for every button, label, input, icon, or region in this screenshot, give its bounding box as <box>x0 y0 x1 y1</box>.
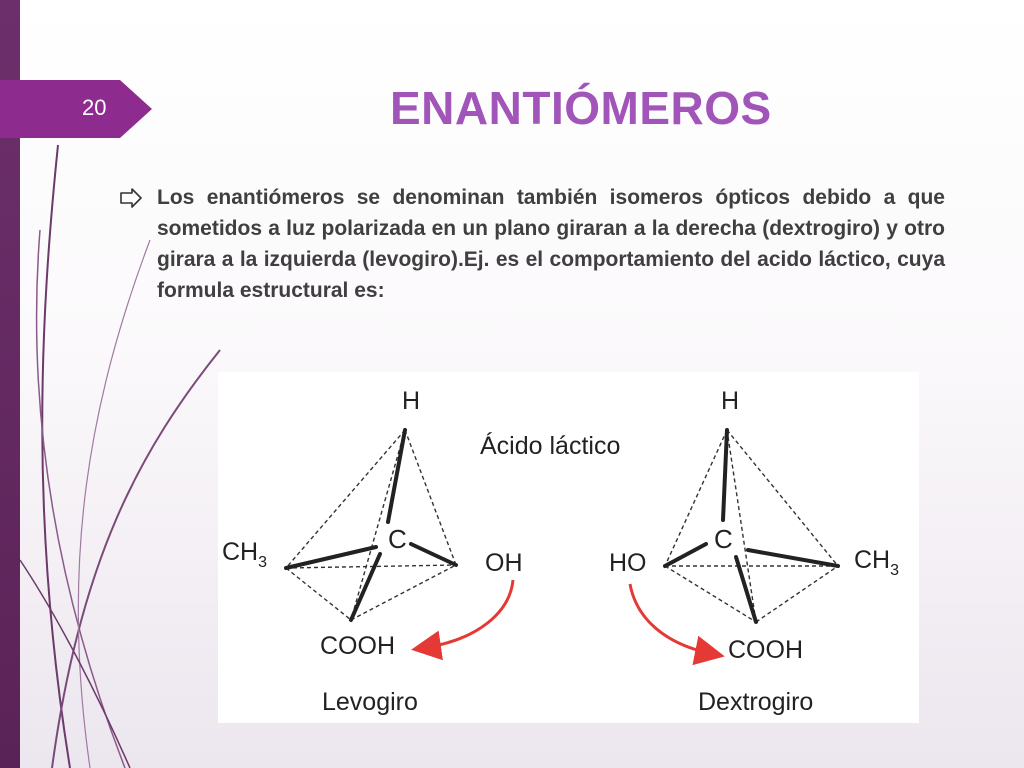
levogiro-label: Levogiro <box>322 688 418 716</box>
levogiro-cooh: COOH <box>320 632 395 660</box>
dextrogiro-ho: HO <box>609 549 647 577</box>
levogiro-molecule <box>222 387 523 716</box>
slide-title: ENANTIÓMEROS <box>390 82 772 134</box>
bullet-text: Los enantiómeros se denominan también isomeros ópticos debido a que sometidos a luz polarizada en un plano giraran a la derecha (dextrogiro) y otro girara a la izquierda (levogiro).Ej. es el comportamiento del acido láctico, cuya formula estructural es: <box>157 186 945 302</box>
dextrogiro-cooh: COOH <box>728 636 803 664</box>
slide-number: 20 <box>82 95 107 120</box>
arrow-bullet-icon <box>120 188 142 208</box>
dextrogiro-h: H <box>721 387 740 415</box>
levogiro-h: H <box>402 387 421 415</box>
levogiro-c: C <box>388 524 407 554</box>
slide-number-tab <box>0 80 152 138</box>
dextrogiro-ch3: $CH_3$ <box>854 546 900 579</box>
dextrogiro-molecule <box>609 387 899 716</box>
levogiro-oh: OH <box>485 549 523 577</box>
dextrogiro-rotation-arrow <box>630 584 713 654</box>
figure-caption: Ácido láctico <box>480 432 621 460</box>
dextrogiro-label: Dextrogiro <box>698 688 814 716</box>
levogiro-rotation-arrow <box>423 580 513 648</box>
lactic-acid-figure <box>218 372 919 723</box>
dextrogiro-c: C <box>714 524 733 554</box>
levogiro-ch3: $CH_3$ <box>222 538 268 571</box>
